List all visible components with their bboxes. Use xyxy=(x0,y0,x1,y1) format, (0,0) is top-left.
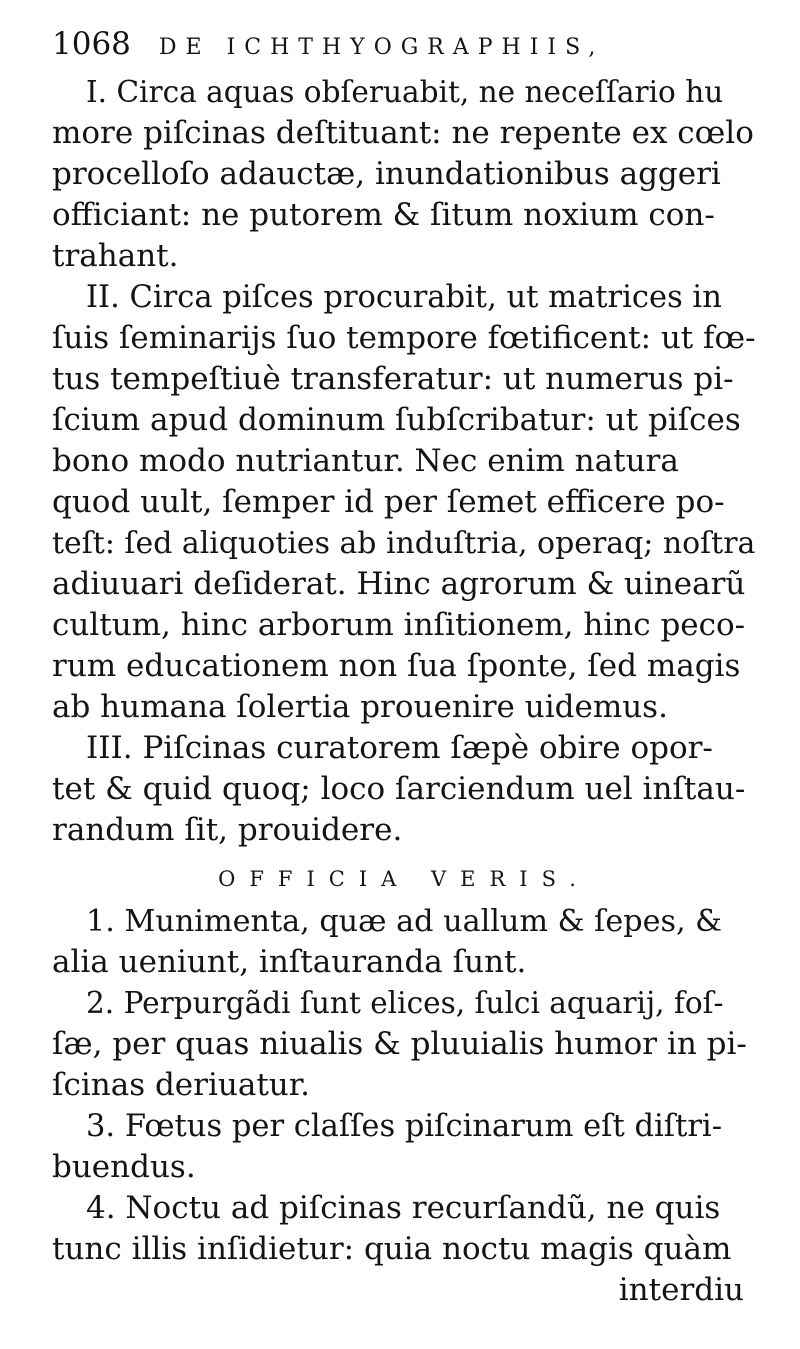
text-line: ſæ, per quas niualis & pluuialis humor in pi- xyxy=(52,1026,747,1062)
text-line: III. Piſcinas curatorem ſæpè obire opor- xyxy=(86,730,713,766)
paragraph-2 xyxy=(52,277,756,728)
list-item-1 xyxy=(52,901,756,983)
text-line: officiant: ne putorem & ſitum noxium con- xyxy=(52,197,715,233)
text-line: bono modo nutriantur. Nec enim natura xyxy=(52,443,679,479)
list-item-4 xyxy=(52,1188,756,1270)
catchword: interdiu xyxy=(618,1272,744,1308)
list-item-2 xyxy=(52,983,756,1106)
running-head xyxy=(52,22,756,70)
text-line: tunc illis inſidietur: quia noctu magis quàm xyxy=(52,1231,732,1267)
text-line: II. Circa piſces procurabit, ut matrices in xyxy=(86,280,722,315)
text-line: tus tempeſtiuè transferatur: ut numerus pi- xyxy=(52,361,734,397)
text-line: ſuis ſeminarijs ſuo tempore fœtificent: ut fœ- xyxy=(52,320,756,356)
text-line: ſcinas deriuatur. xyxy=(52,1067,311,1103)
paragraph-1 xyxy=(52,72,756,277)
text-line: I. Circa aquas obſeruabit, ne neceſſario hu xyxy=(86,75,724,109)
text-line: teſt: ſed aliquoties ab induſtria, operaq; noſtra xyxy=(52,526,756,561)
list-item-3 xyxy=(52,1106,756,1188)
text-line: alia ueniunt, inſtauranda ſunt. xyxy=(52,944,527,980)
text-line: trahant. xyxy=(52,238,179,274)
text-line: more piſcinas deſtituant: ne repente ex cœlo xyxy=(52,115,754,151)
text-line: 1. Munimenta, quæ ad uallum & ſepes, & xyxy=(86,904,723,939)
text-line: procelloſo adauctæ, inundationibus aggeri xyxy=(52,156,721,192)
text-line: 2. Perpurgãdi ſunt elices, ſulci aquarij, foſ- xyxy=(86,986,724,1020)
text-line: buendus. xyxy=(52,1149,196,1185)
text-line: rum educationem non ſua ſponte, ſed magis xyxy=(52,648,741,684)
text-line: ſcium apud dominum ſubſcribatur: ut piſces xyxy=(52,402,741,438)
text-line: 3. Fœtus per claſſes piſcinarum eſt diſtri- xyxy=(86,1109,723,1144)
paragraph-3 xyxy=(52,728,756,851)
page-number: 1068 xyxy=(52,26,131,62)
section-heading: OFFICIA VERIS. xyxy=(218,867,590,891)
text-line: randum ſit, prouidere. xyxy=(52,812,403,848)
text-line: 4. Noctu ad piſcinas recurſandũ, ne quis xyxy=(86,1190,721,1226)
text-line: cultum, hinc arborum inſitionem, hinc peco- xyxy=(52,607,746,643)
text-line: tet & quid quoq; loco ſarciendum uel inſtau- xyxy=(52,771,746,807)
running-title: DE ICHTHYOGRAPHIIS, xyxy=(158,35,605,60)
text-line: quod uult, ſemper id per ſemet efficere po- xyxy=(52,484,725,520)
text-line: adiuuari deſiderat. Hinc agrorum & uinearũ xyxy=(52,566,746,602)
text-line: ab humana ſolertia prouenire uidemus. xyxy=(52,689,668,725)
